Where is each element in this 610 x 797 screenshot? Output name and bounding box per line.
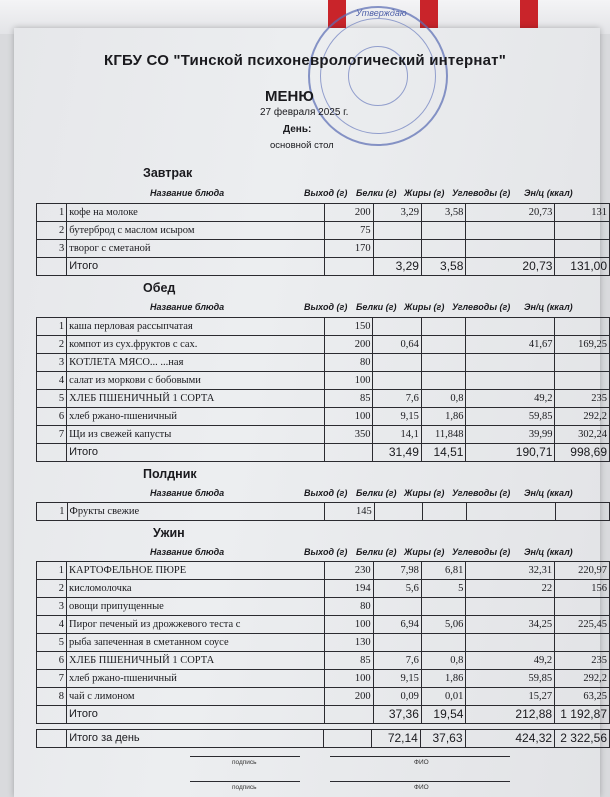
cell-kcal xyxy=(556,503,610,521)
table-dinner xyxy=(36,561,610,724)
cell-out: 170 xyxy=(324,240,373,258)
column-headers xyxy=(34,302,586,316)
header-carb: Углеводы (г) xyxy=(452,488,511,498)
menu-row xyxy=(37,688,610,706)
row-out xyxy=(323,730,372,748)
cell-out: 80 xyxy=(324,598,373,616)
cell-name: ХЛЕБ ПШЕНИЧНЫЙ 1 СОРТА xyxy=(67,390,324,408)
cell-fat: 6,81 xyxy=(421,562,466,580)
cell-name: Щи из свежей капусты xyxy=(67,426,324,444)
cell-carb: 41,67 xyxy=(466,336,555,354)
cell-name: салат из моркови с бобовыми xyxy=(67,372,324,390)
cell-out: 85 xyxy=(324,390,373,408)
header-prot: Белки (г) xyxy=(356,302,397,312)
cell-prot xyxy=(373,634,421,652)
cell-kcal: 63,25 xyxy=(555,688,610,706)
cell-name: ХЛЕБ ПШЕНИЧНЫЙ 1 СОРТА xyxy=(67,652,325,670)
cell-kcal: 235 xyxy=(555,390,610,408)
cell-kcal: 220,97 xyxy=(555,562,610,580)
section-title-dinner: Ужин xyxy=(153,526,185,540)
header-out: Выход (г) xyxy=(304,188,348,198)
total-prot: 37,36 xyxy=(373,706,421,724)
menu-row xyxy=(37,240,610,258)
cell-fat xyxy=(421,372,466,390)
menu-row xyxy=(37,670,610,688)
cell-n: 3 xyxy=(37,354,67,372)
menu-row xyxy=(37,390,610,408)
cell-n: 2 xyxy=(37,336,67,354)
cell-prot: 9,15 xyxy=(373,670,421,688)
cell-prot: 7,98 xyxy=(373,562,421,580)
cell-out: 130 xyxy=(324,634,373,652)
cell-prot xyxy=(373,318,421,336)
cell-name: творог с сметаной xyxy=(67,240,324,258)
cell-out: 150 xyxy=(324,318,373,336)
header-name: Название блюда xyxy=(150,302,225,312)
cell-carb xyxy=(466,240,555,258)
menu-row xyxy=(37,426,610,444)
total-carb: 20,73 xyxy=(466,258,555,276)
header-fat: Жиры (г) xyxy=(404,488,445,498)
cell-kcal xyxy=(555,222,610,240)
cell-n: 1 xyxy=(37,318,67,336)
cell-name: кисломолочка xyxy=(67,580,325,598)
cell-prot: 3,29 xyxy=(373,204,421,222)
table-lunch xyxy=(36,317,610,462)
cell-n: 4 xyxy=(37,616,67,634)
cell-kcal xyxy=(555,240,610,258)
cell-name: рыба запеченная в сметанном соусе xyxy=(67,634,325,652)
header-fat: Жиры (г) xyxy=(404,302,445,312)
cell-fat xyxy=(421,598,466,616)
menu-date: 27 февраля 2025 г. xyxy=(260,107,349,118)
round-stamp xyxy=(308,6,448,146)
header-kcal: Эн/ц (ккал) xyxy=(524,302,573,312)
total-empty-cell xyxy=(37,258,67,276)
header-carb: Углеводы (г) xyxy=(452,302,511,312)
header-name: Название блюда xyxy=(150,488,225,498)
cell-kcal xyxy=(555,318,610,336)
cell-n: 2 xyxy=(37,222,67,240)
menu-row xyxy=(37,408,610,426)
day-total-row xyxy=(37,730,610,748)
table-day-total xyxy=(36,729,610,748)
cell-name: каша перловая рассыпчатая xyxy=(67,318,324,336)
cell-fat: 0,01 xyxy=(421,688,466,706)
menu-row xyxy=(37,634,610,652)
header-prot: Белки (г) xyxy=(356,188,397,198)
header-carb: Углеводы (г) xyxy=(452,547,511,557)
cell-prot: 9,15 xyxy=(373,408,421,426)
cell-n: 7 xyxy=(37,426,67,444)
name-label: ФИО xyxy=(414,759,429,766)
section-title-lunch: Обед xyxy=(143,281,176,295)
cell-carb: 32,31 xyxy=(466,562,555,580)
total-fat: 19,54 xyxy=(421,706,466,724)
menu-row xyxy=(37,354,610,372)
total-prot: 3,29 xyxy=(373,258,421,276)
total-kcal: 998,69 xyxy=(555,444,610,462)
cell-name: хлеб ржано-пшеничный xyxy=(67,408,324,426)
cell-name: чай с лимоном xyxy=(67,688,325,706)
cell-n: 1 xyxy=(37,204,67,222)
total-empty-cell xyxy=(37,706,67,724)
header-fat: Жиры (г) xyxy=(404,188,445,198)
cell-out: 100 xyxy=(324,408,373,426)
cell-name: Фрукты свежие xyxy=(67,503,325,521)
cell-kcal: 235 xyxy=(555,652,610,670)
total-row xyxy=(37,706,610,724)
header-kcal: Эн/ц (ккал) xyxy=(524,488,573,498)
cell-carb: 59,85 xyxy=(466,670,555,688)
cell-kcal: 156 xyxy=(555,580,610,598)
cell-out: 145 xyxy=(325,503,374,521)
cell-carb: 49,2 xyxy=(466,390,555,408)
name-label: ФИО xyxy=(414,784,429,791)
cell-prot xyxy=(373,222,421,240)
table-breakfast xyxy=(36,203,610,276)
total-fat: 14,51 xyxy=(421,444,466,462)
cell-out: 200 xyxy=(324,204,373,222)
cell-out: 200 xyxy=(324,688,373,706)
cell-n: 5 xyxy=(37,634,67,652)
cell-fat: 3,58 xyxy=(421,204,465,222)
cell-fat xyxy=(421,336,466,354)
cell-prot: 7,6 xyxy=(373,652,421,670)
cell-n: 8 xyxy=(37,688,67,706)
menu-type: основной стол xyxy=(270,140,334,151)
cell-carb: 22 xyxy=(466,580,555,598)
cell-carb: 15,27 xyxy=(466,688,555,706)
total-label: Итого xyxy=(67,706,325,724)
cell-fat: 0,8 xyxy=(421,390,466,408)
cell-prot xyxy=(373,240,421,258)
cell-out: 85 xyxy=(324,652,373,670)
total-carb: 212,88 xyxy=(466,706,555,724)
cell-out: 350 xyxy=(324,426,373,444)
cell-kcal: 225,45 xyxy=(555,616,610,634)
cell-carb xyxy=(466,372,555,390)
menu-row xyxy=(37,580,610,598)
cell-n: 3 xyxy=(37,598,67,616)
cell-fat: 0,8 xyxy=(421,652,466,670)
total-fat: 3,58 xyxy=(421,258,465,276)
cell-out: 194 xyxy=(324,580,373,598)
day-total-fat: 37,63 xyxy=(420,730,465,748)
cell-n: 6 xyxy=(37,408,67,426)
cell-kcal: 292,2 xyxy=(555,670,610,688)
cell-prot xyxy=(374,503,422,521)
cell-fat xyxy=(421,318,466,336)
cell-fat xyxy=(422,503,466,521)
cell-n: 1 xyxy=(37,562,67,580)
column-headers xyxy=(34,488,586,502)
menu-row xyxy=(37,336,610,354)
menu-row xyxy=(37,503,610,521)
cell-carb: 59,85 xyxy=(466,408,555,426)
menu-row xyxy=(37,318,610,336)
cell-kcal: 292,2 xyxy=(555,408,610,426)
total-kcal: 131,00 xyxy=(555,258,610,276)
signature-label: подпись xyxy=(232,759,257,766)
total-empty-cell xyxy=(324,444,373,462)
header-kcal: Эн/ц (ккал) xyxy=(524,188,573,198)
signature-line xyxy=(190,756,300,757)
header-name: Название блюда xyxy=(150,547,225,557)
cell-n: 4 xyxy=(37,372,67,390)
total-label: Итого xyxy=(67,444,324,462)
column-headers xyxy=(34,188,586,202)
menu-row xyxy=(37,204,610,222)
header-fat: Жиры (г) xyxy=(404,547,445,557)
header-out: Выход (г) xyxy=(304,488,348,498)
cell-name: КОТЛЕТА МЯСО... ...ная xyxy=(67,354,324,372)
cell-carb xyxy=(466,222,555,240)
cell-n: 7 xyxy=(37,670,67,688)
header-kcal: Эн/ц (ккал) xyxy=(524,547,573,557)
cell-prot xyxy=(373,372,421,390)
cell-out: 75 xyxy=(324,222,373,240)
day-total-kcal: 2 322,56 xyxy=(555,730,610,748)
cell-prot: 0,09 xyxy=(373,688,421,706)
cell-carb xyxy=(466,354,555,372)
signature-line xyxy=(190,781,300,782)
cell-fat xyxy=(421,222,465,240)
cell-kcal: 169,25 xyxy=(555,336,610,354)
cell-kcal: 302,24 xyxy=(555,426,610,444)
cell-out: 200 xyxy=(324,336,373,354)
cell-out: 100 xyxy=(324,372,373,390)
table-snack xyxy=(36,502,610,521)
cell-prot: 14,1 xyxy=(373,426,421,444)
signature-label: подпись xyxy=(232,784,257,791)
day-label: День: xyxy=(283,124,312,135)
cell-out: 100 xyxy=(324,616,373,634)
cell-name: Пирог печеный из дрожжевого теста с xyxy=(67,616,325,634)
total-prot: 31,49 xyxy=(373,444,421,462)
menu-row xyxy=(37,598,610,616)
total-row xyxy=(37,258,610,276)
cell-kcal xyxy=(555,598,610,616)
menu-row xyxy=(37,222,610,240)
cell-fat: 11,848 xyxy=(421,426,466,444)
cell-out: 230 xyxy=(324,562,373,580)
day-total-prot: 72,14 xyxy=(372,730,421,748)
cell-fat xyxy=(421,634,466,652)
cell-name: бутерброд с маслом исыром xyxy=(67,222,324,240)
name-line xyxy=(330,756,510,757)
total-label: Итого xyxy=(67,258,324,276)
stamp-approval-text: Утверждаю xyxy=(356,8,407,18)
cell-kcal xyxy=(555,372,610,390)
cell-fat xyxy=(421,354,466,372)
cell-carb: 49,2 xyxy=(466,652,555,670)
cell-out: 100 xyxy=(324,670,373,688)
header-prot: Белки (г) xyxy=(356,547,397,557)
column-headers xyxy=(34,547,586,561)
cell-carb: 20,73 xyxy=(466,204,555,222)
cell-carb xyxy=(466,503,555,521)
cell-fat: 1,86 xyxy=(421,670,466,688)
header-out: Выход (г) xyxy=(304,547,348,557)
section-title-breakfast: Завтрак xyxy=(143,166,193,180)
header-out: Выход (г) xyxy=(304,302,348,312)
day-total-carb: 424,32 xyxy=(465,730,555,748)
total-kcal: 1 192,87 xyxy=(555,706,610,724)
cell-carb xyxy=(466,634,555,652)
cell-fat: 5 xyxy=(421,580,466,598)
total-carb: 190,71 xyxy=(466,444,555,462)
menu-row xyxy=(37,562,610,580)
total-empty-cell xyxy=(324,258,373,276)
cell-fat: 1,86 xyxy=(421,408,466,426)
row-number xyxy=(37,730,67,748)
cell-n: 2 xyxy=(37,580,67,598)
cell-prot: 7,6 xyxy=(373,390,421,408)
section-title-snack: Полдник xyxy=(143,467,197,481)
cell-carb: 39,99 xyxy=(466,426,555,444)
header-prot: Белки (г) xyxy=(356,488,397,498)
cell-prot: 5,6 xyxy=(373,580,421,598)
organization-name: КГБУ СО "Тинской психоневрологический интернат" xyxy=(103,52,507,69)
cell-kcal: 131 xyxy=(555,204,610,222)
cell-carb xyxy=(466,318,555,336)
header-name: Название блюда xyxy=(150,188,225,198)
cell-prot: 6,94 xyxy=(373,616,421,634)
cell-fat: 5,06 xyxy=(421,616,466,634)
total-row xyxy=(37,444,610,462)
day-total-label: Итого за день xyxy=(67,730,323,748)
total-empty-cell xyxy=(324,706,373,724)
cell-kcal xyxy=(555,354,610,372)
cell-name: хлеб ржано-пшеничный xyxy=(67,670,325,688)
cell-n: 1 xyxy=(37,503,68,521)
cell-n: 3 xyxy=(37,240,67,258)
cell-carb xyxy=(466,598,555,616)
cell-prot: 0,64 xyxy=(373,336,421,354)
page-title: МЕНЮ xyxy=(265,88,314,105)
cell-name: КАРТОФЕЛЬНОЕ ПЮРЕ xyxy=(67,562,325,580)
cell-kcal xyxy=(555,634,610,652)
cell-prot xyxy=(373,354,421,372)
name-line xyxy=(330,781,510,782)
menu-row xyxy=(37,652,610,670)
menu-row xyxy=(37,616,610,634)
cell-n: 5 xyxy=(37,390,67,408)
cell-name: компот из сух.фруктов с сах. xyxy=(67,336,324,354)
cell-carb: 34,25 xyxy=(466,616,555,634)
total-empty-cell xyxy=(37,444,67,462)
menu-row xyxy=(37,372,610,390)
cell-n: 6 xyxy=(37,652,67,670)
cell-name: овощи припущенные xyxy=(67,598,325,616)
header-carb: Углеводы (г) xyxy=(452,188,511,198)
cell-prot xyxy=(373,598,421,616)
cell-fat xyxy=(421,240,465,258)
cell-name: кофе на молоке xyxy=(67,204,324,222)
cell-out: 80 xyxy=(324,354,373,372)
